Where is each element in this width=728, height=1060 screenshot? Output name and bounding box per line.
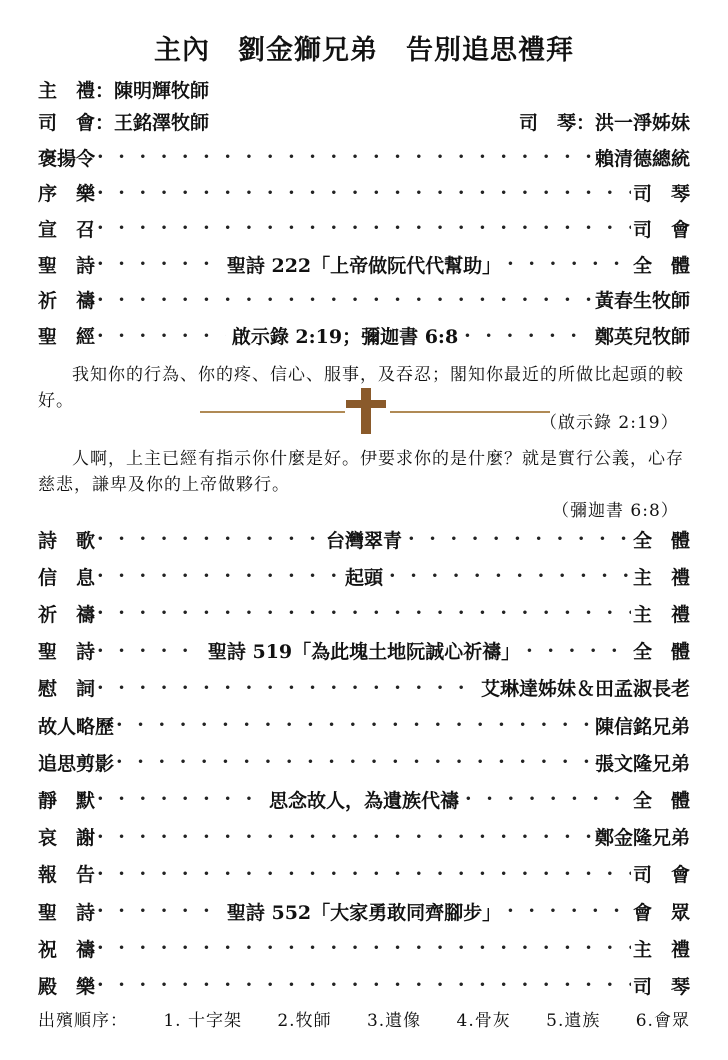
leader-dots <box>116 751 593 773</box>
leader-dots <box>97 974 631 996</box>
program-row <box>38 820 690 854</box>
presider-line <box>38 72 690 106</box>
program-row <box>38 319 690 353</box>
program-item-leader: 艾琳達姊妹＆田孟淑長老 <box>480 678 690 701</box>
leader-dots <box>97 146 593 168</box>
program-item-leader: 賴清德總統 <box>594 147 690 170</box>
program-row <box>38 857 690 891</box>
leader-dots <box>97 289 593 311</box>
program-item-detail: 思念故人，為遺族代禱 <box>268 789 459 812</box>
program-row <box>38 931 690 965</box>
cross-divider <box>200 384 550 436</box>
leader-dots <box>465 788 631 810</box>
program-item-leader: 主 禮 <box>632 603 690 626</box>
program-item-label: 殿 樂 <box>38 975 96 998</box>
procession-label: 出殯順序： <box>38 1011 128 1031</box>
leader-dots <box>97 182 631 204</box>
leader-dots <box>97 528 320 550</box>
program-item-label: 故人略歷 <box>38 715 115 738</box>
leader-dots <box>464 325 593 347</box>
program-row <box>38 176 690 210</box>
emcee-pianist-line <box>38 104 690 138</box>
program-item-label: 祈 禱 <box>38 603 96 626</box>
program-item-label: 褒揚令 <box>38 147 96 170</box>
program-item-label: 追思剪影 <box>38 752 115 775</box>
leader-dots <box>97 788 263 810</box>
program-item-leader: 主 禮 <box>632 566 690 589</box>
pianist-text: 司 琴：洪一淨姊妹 <box>518 111 690 134</box>
procession-item: 5.遺族 <box>546 1011 601 1031</box>
program-item-leader: 司 琴 <box>632 183 690 206</box>
program-item-leader: 司 會 <box>632 864 690 887</box>
leader-dots <box>97 863 631 885</box>
program-item-leader: 陳信銘兄弟 <box>594 715 690 738</box>
program-row <box>38 247 690 281</box>
program-item-detail: 聖詩 519「為此塊土地阮誠心祈禱」 <box>207 641 521 664</box>
procession-item: 1. 十字架 <box>163 1011 242 1031</box>
leader-dots <box>97 640 202 662</box>
program-item-leader: 全 體 <box>632 789 690 812</box>
verse-micah-ref: （彌迦書 6:8） <box>552 501 679 521</box>
leader-dots <box>507 253 631 275</box>
program-item-label: 宣 召 <box>38 218 96 241</box>
program-item-label: 慰 詞 <box>38 678 96 701</box>
program-item-label: 詩 歌 <box>38 529 96 552</box>
program-item-leader: 張文隆兄弟 <box>594 752 690 775</box>
leader-dots <box>97 937 631 959</box>
leader-dots <box>526 640 631 662</box>
program-row <box>38 140 690 174</box>
program-item-label: 聖 詩 <box>38 901 96 924</box>
leader-dots <box>97 826 593 848</box>
program-item-label: 靜 默 <box>38 789 96 812</box>
program-row <box>38 634 690 668</box>
program-item-label: 祝 禱 <box>38 938 96 961</box>
leader-dots <box>97 602 631 624</box>
program-item-leader: 鄭英兒牧師 <box>594 326 690 348</box>
program-item-leader: 鄭金隆兄弟 <box>594 827 690 850</box>
program-item-leader: 全 體 <box>632 254 690 277</box>
procession-item: 4.骨灰 <box>456 1011 511 1031</box>
program-item-detail: 聖詩 552「大家勇敢同齊腳步」 <box>226 901 502 924</box>
program-row <box>38 596 690 630</box>
verse-revelation: 我知你的行為、你的疼、信心、服事，及吞忍；閣知你最近的所做比起頭的較好。 <box>38 365 684 411</box>
program-item-label: 聖 詩 <box>38 254 96 277</box>
program-row <box>38 671 690 705</box>
program-row <box>38 559 690 593</box>
program-row <box>38 708 690 742</box>
program-item-label: 哀 謝 <box>38 827 96 850</box>
leader-dots <box>97 565 339 587</box>
program-item-label: 信 息 <box>38 566 96 589</box>
program-row <box>38 211 690 245</box>
program-row <box>38 283 690 317</box>
program-item-detail: 聖詩 222「上帝做阮代代幫助」 <box>226 254 502 277</box>
program-item-leader: 司 會 <box>632 218 690 241</box>
program-item-label: 聖 經 <box>38 326 96 348</box>
program-row <box>38 782 690 816</box>
program-item-leader: 主 禮 <box>632 938 690 961</box>
program-item-leader: 司 琴 <box>632 975 690 998</box>
program-item-leader: 會 眾 <box>632 901 690 924</box>
program-item-label: 報 告 <box>38 864 96 887</box>
leader-dots <box>116 714 593 736</box>
program-item-leader: 全 體 <box>632 641 690 664</box>
page-title: 主內 劉金獅兄弟 告別追思禮拜 <box>154 35 574 66</box>
leader-dots <box>97 217 631 239</box>
program-item-label: 序 樂 <box>38 183 96 206</box>
presider-text: 主 禮：陳明輝牧師 <box>38 79 210 102</box>
leader-dots <box>97 253 221 275</box>
leader-dots <box>97 900 221 922</box>
program-item-label: 聖 詩 <box>38 641 96 664</box>
program-item-detail: 台灣翠青 <box>325 529 402 552</box>
program-item-detail: 啟示錄 2:19；彌迦書 6:8 <box>231 326 459 348</box>
program-item-leader: 全 體 <box>632 529 690 552</box>
verse-revelation-ref: （啟示錄 2:19） <box>540 413 679 433</box>
procession-item: 2.牧師 <box>277 1011 332 1031</box>
emcee-text: 司 會：王銘澤牧師 <box>38 111 210 134</box>
verse-micah: 人啊，上主已經有指示你什麼是好。伊要求你的是什麼？就是實行公義，心存慈悲，謙卑及你的上帝做夥行。 <box>38 449 684 495</box>
procession-item: 3.遺像 <box>366 1011 422 1031</box>
program-item-leader: 黃春生牧師 <box>594 290 690 313</box>
funeral-procession-order <box>38 1006 690 1031</box>
procession-item: 6.會眾 <box>635 1011 690 1031</box>
leader-dots <box>507 900 631 922</box>
leader-dots <box>389 565 631 587</box>
leader-dots <box>408 528 631 550</box>
leader-dots <box>97 677 479 699</box>
program-item-detail: 起頭 <box>344 566 383 589</box>
program-row <box>38 745 690 779</box>
program-row <box>38 968 690 1002</box>
program-row <box>38 894 690 928</box>
cross-icon <box>346 388 386 434</box>
program-item-label: 祈 禱 <box>38 290 96 313</box>
program-row <box>38 522 690 556</box>
leader-dots <box>97 325 226 347</box>
